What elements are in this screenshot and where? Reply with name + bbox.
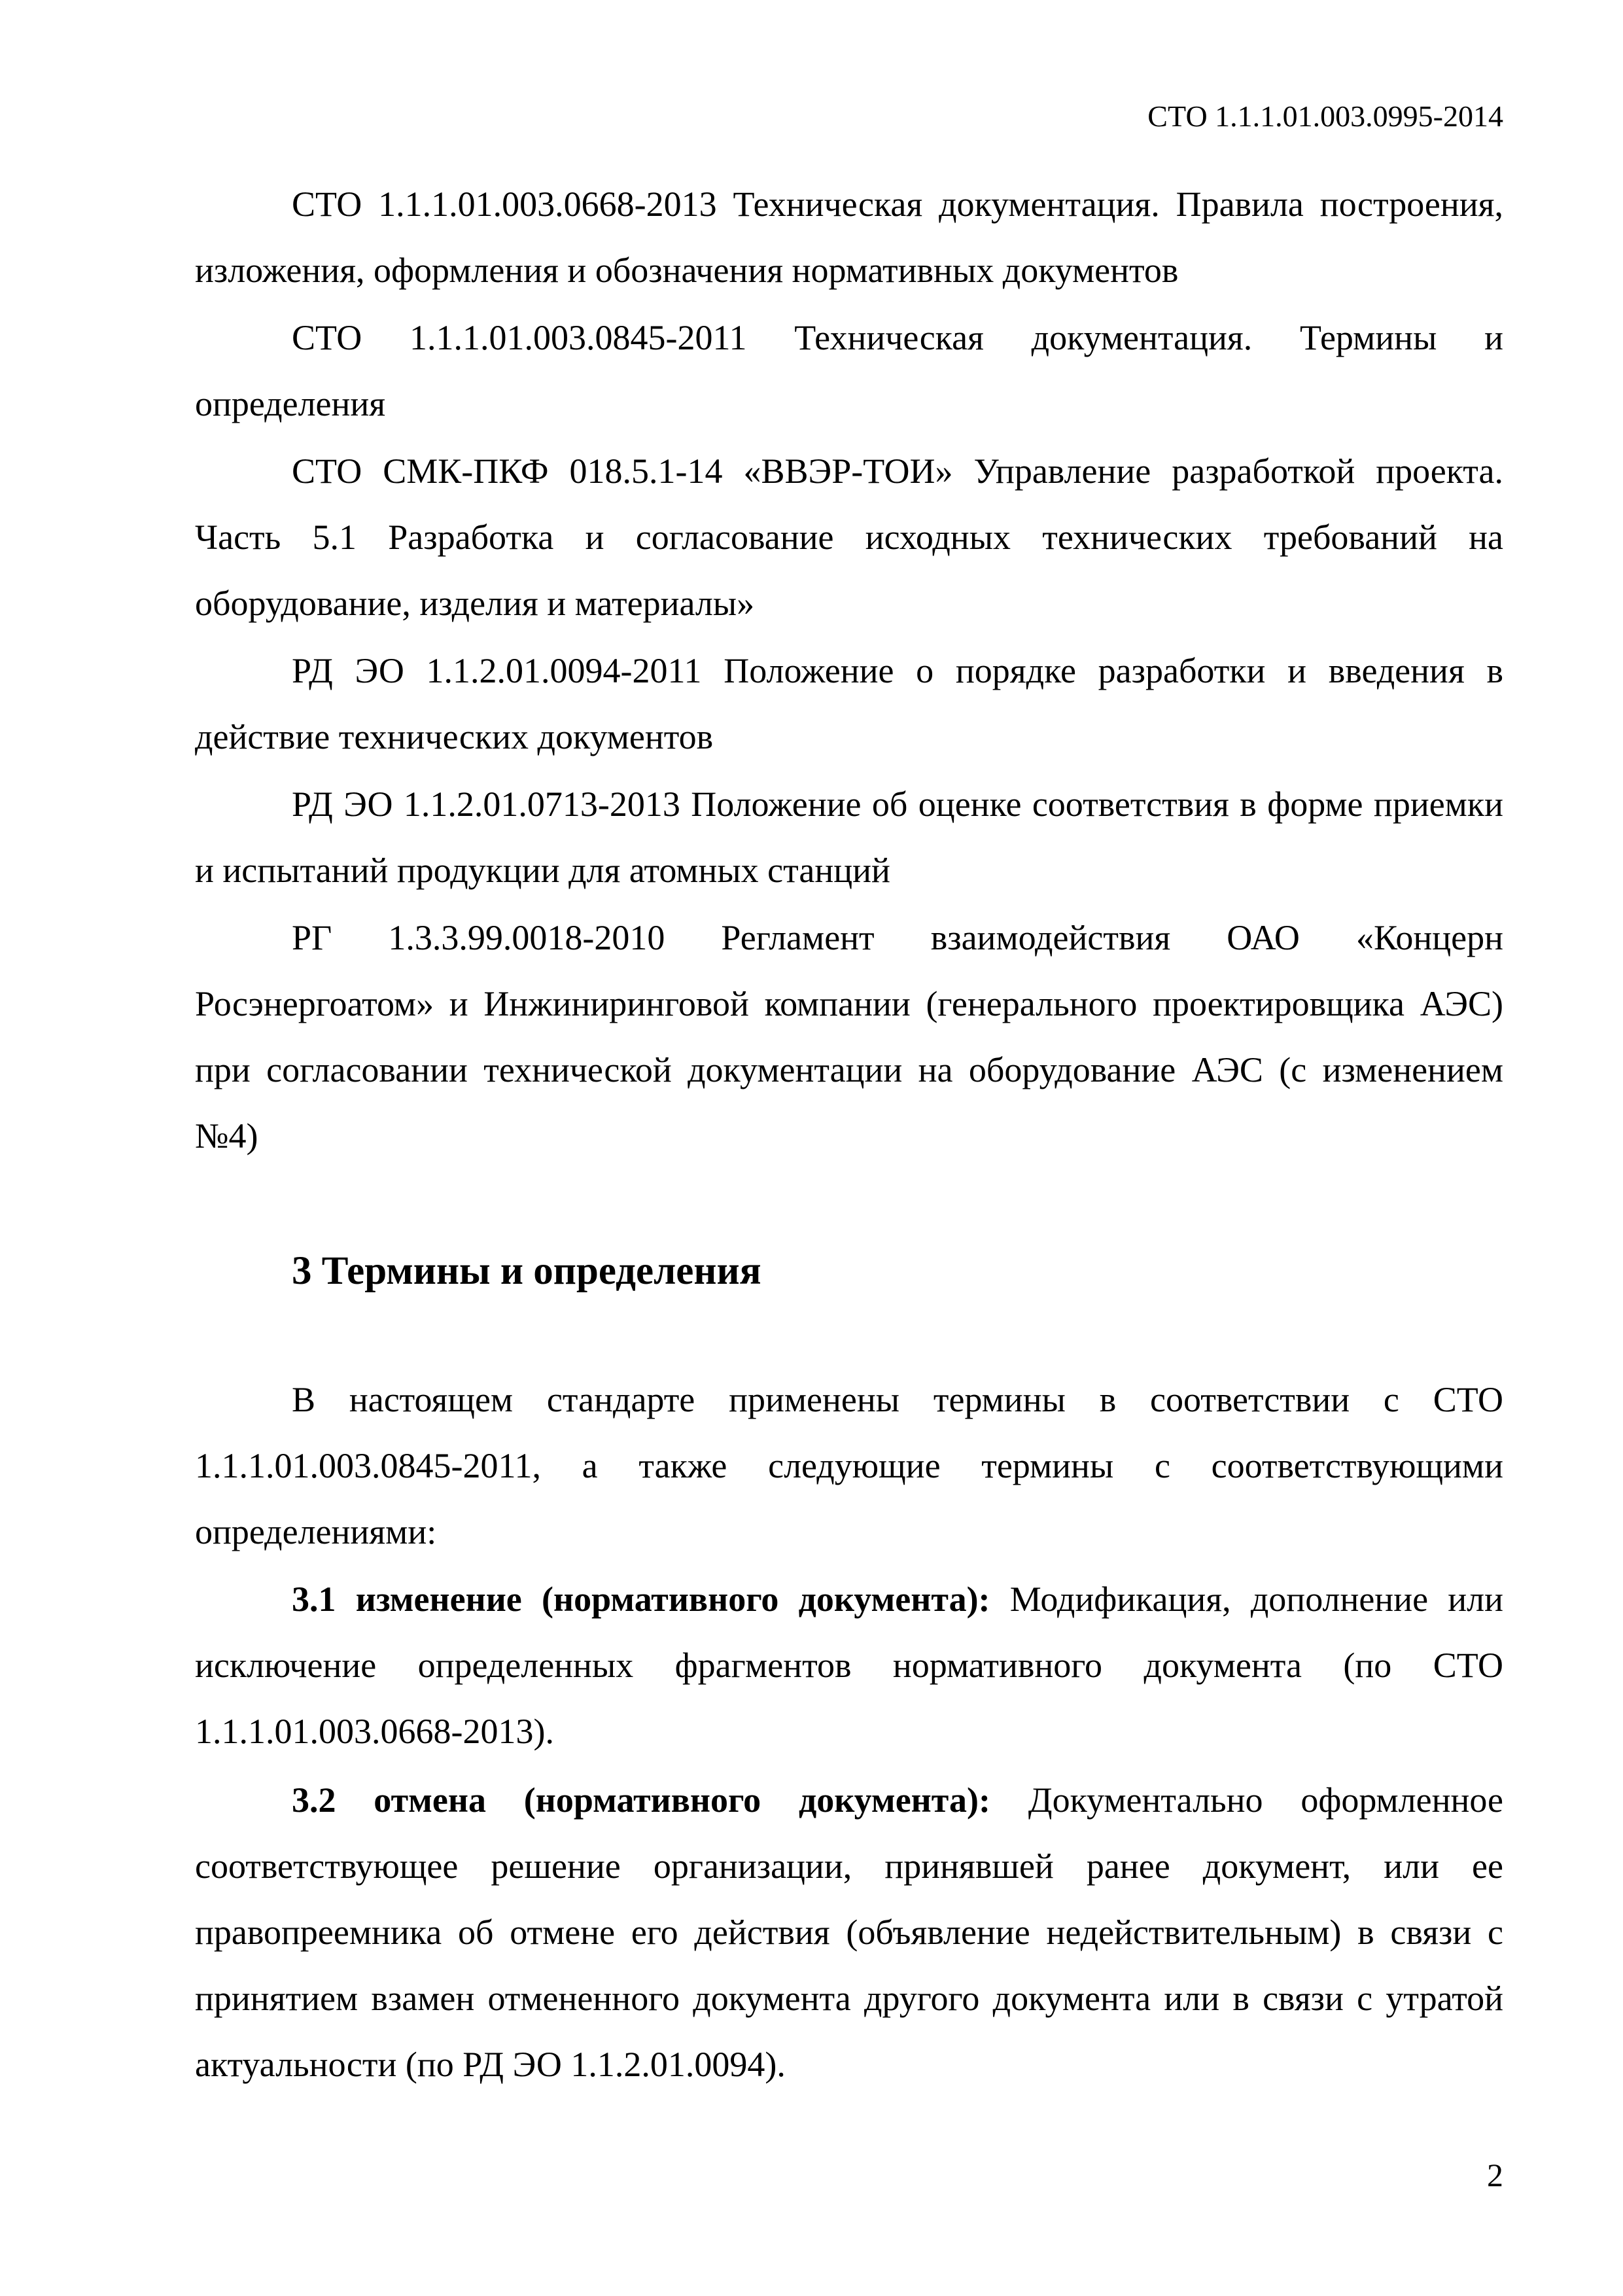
references-list: [195, 171, 1512, 1169]
term-definition: [195, 1767, 1503, 2098]
reference-item: РГ 1.3.3.99.0018-2010 Регламент взаимодействия ОАО «Концерн Росэнергоатом» и Инжиниринговой компании (генерального проектировщика АЭС) при согласовании технической документации на оборудование АЭС (с изменением №4): [195, 918, 1512, 1156]
section-heading: 3 Термины и определения: [292, 1249, 761, 1293]
term-name: изменение (нормативного документа):: [355, 1580, 990, 1619]
page-content: [195, 171, 1512, 2100]
document-code-header: СТО 1.1.1.01.003.0995-2014: [1147, 99, 1503, 133]
term-definition: [195, 1566, 1503, 1765]
reference-item: СТО СМК-ПКФ 018.5.1-14 «ВВЭР-ТОИ» Управление разработкой проекта. Часть 5.1 Разработка и согласование исходных технических требований на оборудование, изделия и материалы»: [195, 451, 1512, 623]
term-number: 3.1: [292, 1580, 336, 1619]
reference-item: РД ЭО 1.1.2.01.0713-2013 Положение об оценке соответствия в форме приемки и испытаний продукции для атомных станций: [195, 785, 1512, 890]
term-name: отмена (нормативного документа):: [374, 1780, 990, 1820]
term-text: Модификация, дополнение или исключение определенных фрагментов нормативного документа (по СТО 1.1.1.01.003.0668-2013).: [195, 1580, 1504, 1751]
reference-item: СТО 1.1.1.01.003.0845-2011 Техническая документация. Термины и определения: [195, 318, 1512, 423]
reference-item: РД ЭО 1.1.2.01.0094-2011 Положение о порядке разработки и введения в действие технических документов: [195, 651, 1512, 756]
section-intro: В настоящем стандарте применены термины в соответствии с СТО 1.1.1.01.003.0845-2011, а также следующие термины с соответствующими определениями:: [195, 1380, 1512, 1551]
term-text: Документально оформленное соответствующее решение организации, принявшей ранее документ, или ее правопреемника об отмене его действия (объявление недействительным) в связи с принятием взамен отмененного документа другого документа или в связи с утратой актуальности (по РД ЭО 1.1.2.01.0094).: [195, 1780, 1504, 2084]
reference-item: СТО 1.1.1.01.003.0668-2013 Техническая документация. Правила построения, изложения, оформления и обозначения нормативных документов: [195, 185, 1512, 290]
page-number: 2: [1487, 2157, 1503, 2193]
term-number: 3.2: [292, 1780, 336, 1820]
